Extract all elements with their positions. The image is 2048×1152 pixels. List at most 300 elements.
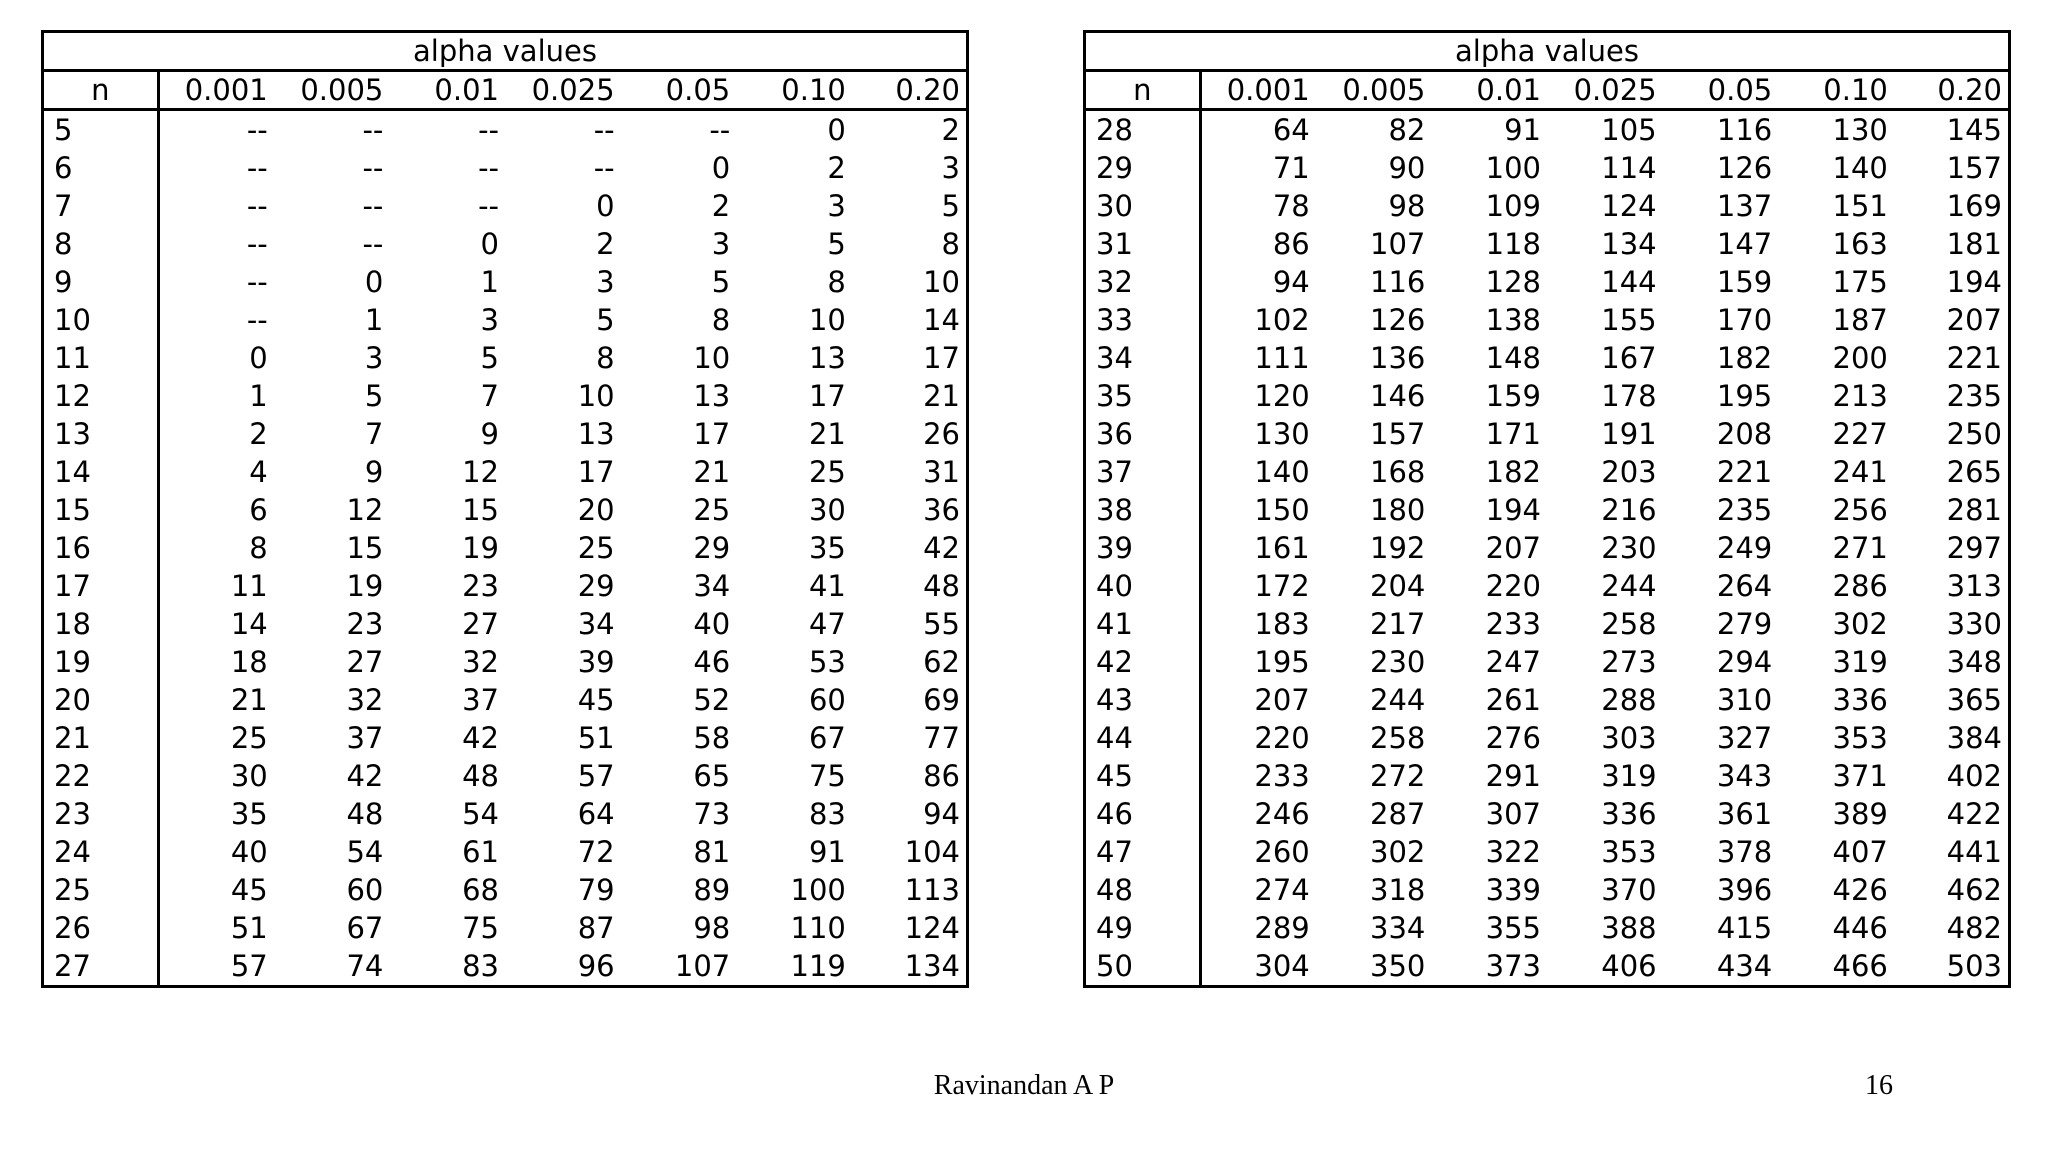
value-cell: 336: [1601, 797, 1657, 831]
table-body: [1085, 110, 2010, 987]
value-cell: 18: [230, 645, 268, 679]
value-cell: 148: [1485, 341, 1541, 375]
value-cell: 42: [462, 721, 499, 755]
value-cell: 406: [1601, 949, 1657, 983]
value-cell: 20: [577, 493, 615, 527]
value-cell: 313: [1946, 569, 2002, 603]
table-row: [1085, 377, 2010, 415]
value-cell: 182: [1716, 341, 1773, 375]
value-cell: 27: [346, 645, 384, 679]
table-row: [1085, 605, 2010, 643]
row-n-cell: 39: [1085, 529, 1201, 567]
table-row: [1085, 149, 2010, 187]
value-cell: 17: [577, 455, 615, 489]
value-cell: 98: [693, 911, 731, 945]
value-cell: 172: [1254, 569, 1310, 603]
table-row: [43, 453, 968, 491]
critical-values-table-right: [1083, 30, 2011, 988]
value-cell: 41: [808, 569, 846, 603]
value-cell: 220: [1485, 569, 1541, 603]
header-alpha: 0.001: [158, 71, 274, 110]
value-cell: 72: [577, 835, 615, 869]
value-cell: --: [362, 227, 384, 261]
value-cell: 30: [230, 759, 268, 793]
row-n-cell: 24: [43, 833, 159, 871]
value-cell: 194: [1946, 265, 2002, 299]
value-cell: 17: [808, 379, 846, 413]
value-cell: 273: [1601, 645, 1657, 679]
value-cell: 64: [1272, 113, 1310, 147]
value-cell: 74: [346, 949, 384, 983]
value-cell: --: [246, 113, 268, 147]
value-cell: 126: [1716, 151, 1773, 185]
value-cell: 330: [1946, 607, 2002, 641]
value-cell: 40: [230, 835, 268, 869]
value-cell: 5: [941, 189, 960, 223]
value-cell: 13: [577, 417, 615, 451]
value-cell: 73: [693, 797, 731, 831]
value-cell: 396: [1716, 873, 1773, 907]
value-cell: 137: [1716, 189, 1773, 223]
value-cell: 373: [1485, 949, 1541, 983]
value-cell: 146: [1370, 379, 1426, 413]
value-cell: 230: [1601, 531, 1657, 565]
value-cell: 303: [1601, 721, 1657, 755]
value-cell: 10: [577, 379, 615, 413]
row-n-cell: 43: [1085, 681, 1201, 719]
row-n-cell: 9: [43, 263, 159, 301]
row-n-cell: 19: [43, 643, 159, 681]
value-cell: 422: [1946, 797, 2002, 831]
value-cell: 318: [1370, 873, 1426, 907]
value-cell: 51: [577, 721, 615, 755]
value-cell: 388: [1601, 911, 1657, 945]
value-cell: 90: [1388, 151, 1426, 185]
value-cell: 195: [1716, 379, 1773, 413]
header-alpha: 0.05: [621, 71, 737, 110]
value-cell: 21: [808, 417, 846, 451]
value-cell: 155: [1601, 303, 1657, 337]
row-n-cell: 13: [43, 415, 159, 453]
value-cell: 134: [1601, 227, 1657, 261]
row-n-cell: 12: [43, 377, 159, 415]
table-row: [43, 719, 968, 757]
value-cell: 310: [1716, 683, 1773, 717]
row-n-cell: 29: [1085, 149, 1201, 187]
value-cell: 175: [1832, 265, 1888, 299]
row-n-cell: 44: [1085, 719, 1201, 757]
value-cell: 10: [923, 265, 960, 299]
value-cell: 42: [346, 759, 384, 793]
value-cell: 130: [1832, 113, 1888, 147]
table-row: [43, 605, 968, 643]
table-row: [1085, 757, 2010, 795]
value-cell: 291: [1485, 759, 1541, 793]
row-n-cell: 34: [1085, 339, 1201, 377]
table-row: [43, 187, 968, 225]
header-alpha: 0.001: [1200, 71, 1316, 110]
value-cell: 8: [249, 531, 268, 565]
value-cell: 216: [1601, 493, 1657, 527]
value-cell: 27: [462, 607, 499, 641]
value-cell: 168: [1370, 455, 1426, 489]
table-row: [43, 871, 968, 909]
row-n-cell: 15: [43, 491, 159, 529]
value-cell: 286: [1832, 569, 1888, 603]
row-n-cell: 11: [43, 339, 159, 377]
value-cell: 213: [1832, 379, 1888, 413]
value-cell: 54: [346, 835, 384, 869]
value-cell: 217: [1370, 607, 1426, 641]
value-cell: 8: [596, 341, 615, 375]
value-cell: 182: [1485, 455, 1541, 489]
value-cell: 187: [1832, 303, 1888, 337]
value-cell: 35: [230, 797, 268, 831]
value-cell: 75: [462, 911, 499, 945]
value-cell: 334: [1370, 911, 1426, 945]
value-cell: 353: [1601, 835, 1657, 869]
value-cell: 36: [923, 493, 960, 527]
value-cell: 94: [923, 797, 960, 831]
header-alpha: 0.005: [274, 71, 390, 110]
value-cell: 302: [1832, 607, 1888, 641]
value-cell: 183: [1254, 607, 1310, 641]
value-cell: 61: [462, 835, 499, 869]
value-cell: 3: [827, 189, 846, 223]
value-cell: 19: [462, 531, 499, 565]
value-cell: 138: [1485, 303, 1541, 337]
row-n-cell: 14: [43, 453, 159, 491]
value-cell: 203: [1601, 455, 1657, 489]
value-cell: --: [246, 303, 268, 337]
value-cell: 130: [1254, 417, 1310, 451]
value-cell: 81: [693, 835, 731, 869]
value-cell: 289: [1254, 911, 1310, 945]
value-cell: 140: [1254, 455, 1310, 489]
row-n-cell: 50: [1085, 947, 1201, 987]
header-alpha: 0.01: [389, 71, 505, 110]
value-cell: 327: [1716, 721, 1773, 755]
table-row: [1085, 225, 2010, 263]
critical-values-table-left: [41, 30, 969, 988]
value-cell: --: [709, 113, 731, 147]
value-cell: 271: [1832, 531, 1888, 565]
table-row: [43, 263, 968, 301]
value-cell: 287: [1370, 797, 1426, 831]
value-cell: 124: [1601, 189, 1657, 223]
value-cell: 8: [827, 265, 846, 299]
value-cell: --: [362, 113, 384, 147]
table-row: [43, 757, 968, 795]
value-cell: 91: [1504, 113, 1541, 147]
row-n-cell: 46: [1085, 795, 1201, 833]
value-cell: 114: [1601, 151, 1657, 185]
value-cell: 124: [904, 911, 960, 945]
value-cell: 207: [1946, 303, 2002, 337]
value-cell: 415: [1716, 911, 1773, 945]
value-cell: 31: [923, 455, 960, 489]
value-cell: 46: [693, 645, 731, 679]
value-cell: 126: [1370, 303, 1426, 337]
value-cell: 3: [711, 227, 731, 261]
value-cell: 119: [790, 949, 846, 983]
value-cell: 241: [1832, 455, 1888, 489]
value-cell: 233: [1485, 607, 1541, 641]
value-cell: 136: [1370, 341, 1426, 375]
value-cell: 110: [790, 911, 846, 945]
header-alpha: 0.05: [1663, 71, 1779, 110]
value-cell: 244: [1601, 569, 1657, 603]
value-cell: 57: [577, 759, 615, 793]
value-cell: 67: [808, 721, 846, 755]
table-row: [43, 491, 968, 529]
value-cell: 26: [923, 417, 960, 451]
row-n-cell: 6: [43, 149, 159, 187]
row-n-cell: 40: [1085, 567, 1201, 605]
value-cell: 274: [1254, 873, 1310, 907]
page-number: 16: [1865, 1070, 1893, 1101]
value-cell: 21: [923, 379, 960, 413]
table-body: [43, 110, 968, 987]
row-n-cell: 35: [1085, 377, 1201, 415]
value-cell: 11: [230, 569, 268, 603]
table-row: [1085, 947, 2010, 987]
value-cell: 247: [1485, 645, 1541, 679]
value-cell: 0: [480, 227, 499, 261]
value-cell: 25: [230, 721, 268, 755]
value-cell: 105: [1601, 113, 1657, 147]
value-cell: 180: [1370, 493, 1426, 527]
value-cell: 64: [577, 797, 615, 831]
table-row: [1085, 719, 2010, 757]
value-cell: 21: [693, 455, 731, 489]
row-n-cell: 5: [43, 110, 159, 150]
value-cell: 29: [577, 569, 615, 603]
row-n-cell: 47: [1085, 833, 1201, 871]
value-cell: 89: [693, 873, 731, 907]
value-cell: 78: [1272, 189, 1310, 223]
value-cell: 45: [577, 683, 615, 717]
table-row: [43, 377, 968, 415]
value-cell: 60: [808, 683, 846, 717]
value-cell: 353: [1832, 721, 1888, 755]
value-cell: --: [593, 113, 615, 147]
value-cell: 343: [1716, 759, 1773, 793]
table-row: [1085, 909, 2010, 947]
value-cell: 258: [1601, 607, 1657, 641]
value-cell: 40: [693, 607, 731, 641]
value-cell: 7: [364, 417, 384, 451]
value-cell: 8: [941, 227, 960, 261]
value-cell: 118: [1485, 227, 1541, 261]
value-cell: 83: [462, 949, 499, 983]
value-cell: 361: [1716, 797, 1773, 831]
value-cell: 170: [1716, 303, 1773, 337]
value-cell: 12: [462, 455, 499, 489]
value-cell: 13: [693, 379, 731, 413]
value-cell: 86: [1272, 227, 1310, 261]
value-cell: 235: [1946, 379, 2002, 413]
row-n-cell: 33: [1085, 301, 1201, 339]
value-cell: 15: [462, 493, 499, 527]
value-cell: 161: [1254, 531, 1310, 565]
footer-author: Ravinandan A P: [933, 1070, 1115, 1101]
table-row: [43, 795, 968, 833]
value-cell: 71: [1272, 151, 1310, 185]
value-cell: 5: [827, 227, 846, 261]
header-alpha: 0.01: [1431, 71, 1547, 110]
value-cell: 25: [693, 493, 731, 527]
row-n-cell: 32: [1085, 263, 1201, 301]
row-n-cell: 41: [1085, 605, 1201, 643]
value-cell: 17: [693, 417, 731, 451]
table-row: [1085, 263, 2010, 301]
row-n-cell: 28: [1085, 110, 1201, 150]
row-n-cell: 18: [43, 605, 159, 643]
value-cell: 111: [1254, 341, 1310, 375]
table-row: [43, 415, 968, 453]
table-row: [1085, 871, 2010, 909]
value-cell: 32: [462, 645, 499, 679]
value-cell: 307: [1485, 797, 1541, 831]
value-cell: 355: [1485, 911, 1541, 945]
header-alpha: 0.025: [505, 71, 621, 110]
value-cell: 53: [808, 645, 846, 679]
value-cell: 407: [1832, 835, 1888, 869]
table-row: [1085, 453, 2010, 491]
value-cell: 5: [596, 303, 615, 337]
value-cell: --: [478, 189, 499, 223]
value-cell: 302: [1370, 835, 1426, 869]
table-row: [1085, 187, 2010, 225]
value-cell: 77: [923, 721, 960, 755]
value-cell: --: [246, 227, 268, 261]
table-row: [1085, 529, 2010, 567]
value-cell: 9: [364, 455, 384, 489]
value-cell: 208: [1716, 417, 1773, 451]
value-cell: 204: [1370, 569, 1426, 603]
value-cell: 371: [1832, 759, 1888, 793]
table-row: [43, 681, 968, 719]
value-cell: 3: [596, 265, 615, 299]
row-n-cell: 20: [43, 681, 159, 719]
value-cell: 163: [1832, 227, 1888, 261]
value-cell: 109: [1485, 189, 1541, 223]
table-row: [1085, 339, 2010, 377]
row-n-cell: 42: [1085, 643, 1201, 681]
value-cell: 181: [1946, 227, 2002, 261]
value-cell: 151: [1832, 189, 1888, 223]
value-cell: --: [362, 189, 384, 223]
value-cell: 220: [1254, 721, 1310, 755]
value-cell: 14: [230, 607, 268, 641]
row-n-cell: 22: [43, 757, 159, 795]
value-cell: 294: [1716, 645, 1773, 679]
value-cell: 32: [346, 683, 384, 717]
value-cell: 244: [1370, 683, 1426, 717]
value-cell: 51: [230, 911, 268, 945]
value-cell: 75: [808, 759, 846, 793]
table-row: [43, 529, 968, 567]
value-cell: 378: [1716, 835, 1773, 869]
value-cell: 0: [711, 151, 731, 185]
value-cell: 434: [1716, 949, 1773, 983]
row-n-cell: 30: [1085, 187, 1201, 225]
value-cell: 159: [1716, 265, 1773, 299]
value-cell: 157: [1946, 151, 2002, 185]
value-cell: 389: [1832, 797, 1888, 831]
value-cell: 159: [1485, 379, 1541, 413]
row-n-cell: 48: [1085, 871, 1201, 909]
value-cell: 246: [1254, 797, 1310, 831]
value-cell: 9: [480, 417, 499, 451]
value-cell: 62: [923, 645, 960, 679]
row-n-cell: 10: [43, 301, 159, 339]
row-n-cell: 37: [1085, 453, 1201, 491]
row-n-cell: 38: [1085, 491, 1201, 529]
value-cell: 144: [1601, 265, 1657, 299]
row-n-cell: 49: [1085, 909, 1201, 947]
value-cell: 116: [1370, 265, 1426, 299]
value-cell: 441: [1946, 835, 2002, 869]
value-cell: 195: [1254, 645, 1310, 679]
value-cell: 264: [1716, 569, 1773, 603]
value-cell: 19: [346, 569, 384, 603]
value-cell: 55: [923, 607, 960, 641]
value-cell: 503: [1946, 949, 2002, 983]
value-cell: 134: [904, 949, 960, 983]
value-cell: 171: [1485, 417, 1541, 451]
value-cell: 0: [249, 341, 268, 375]
value-cell: 100: [1485, 151, 1541, 185]
header-alpha: 0.10: [736, 71, 852, 110]
row-n-cell: 25: [43, 871, 159, 909]
table-row: [1085, 567, 2010, 605]
row-n-cell: 31: [1085, 225, 1201, 263]
value-cell: 304: [1254, 949, 1310, 983]
value-cell: 169: [1946, 189, 2002, 223]
value-cell: --: [593, 151, 615, 185]
value-cell: 145: [1946, 113, 2002, 147]
value-cell: 10: [808, 303, 846, 337]
value-cell: 426: [1832, 873, 1888, 907]
value-cell: 230: [1370, 645, 1426, 679]
header-alpha: 0.025: [1547, 71, 1663, 110]
table-title: alpha values: [43, 32, 968, 71]
value-cell: 221: [1716, 455, 1773, 489]
value-cell: 116: [1716, 113, 1773, 147]
value-cell: 233: [1254, 759, 1310, 793]
row-n-cell: 36: [1085, 415, 1201, 453]
value-cell: 128: [1485, 265, 1541, 299]
value-cell: 34: [577, 607, 615, 641]
value-cell: 2: [941, 113, 960, 147]
value-cell: 65: [693, 759, 731, 793]
value-cell: 250: [1946, 417, 2002, 451]
value-cell: 30: [808, 493, 846, 527]
value-cell: 42: [923, 531, 960, 565]
value-cell: --: [246, 189, 268, 223]
value-cell: 1: [480, 265, 499, 299]
value-cell: 79: [577, 873, 615, 907]
value-cell: 322: [1485, 835, 1541, 869]
value-cell: 1: [364, 303, 384, 337]
value-cell: 91: [808, 835, 846, 869]
value-cell: 150: [1254, 493, 1310, 527]
value-cell: 6: [249, 493, 268, 527]
table-row: [43, 110, 968, 150]
header-row: [1085, 71, 2010, 110]
